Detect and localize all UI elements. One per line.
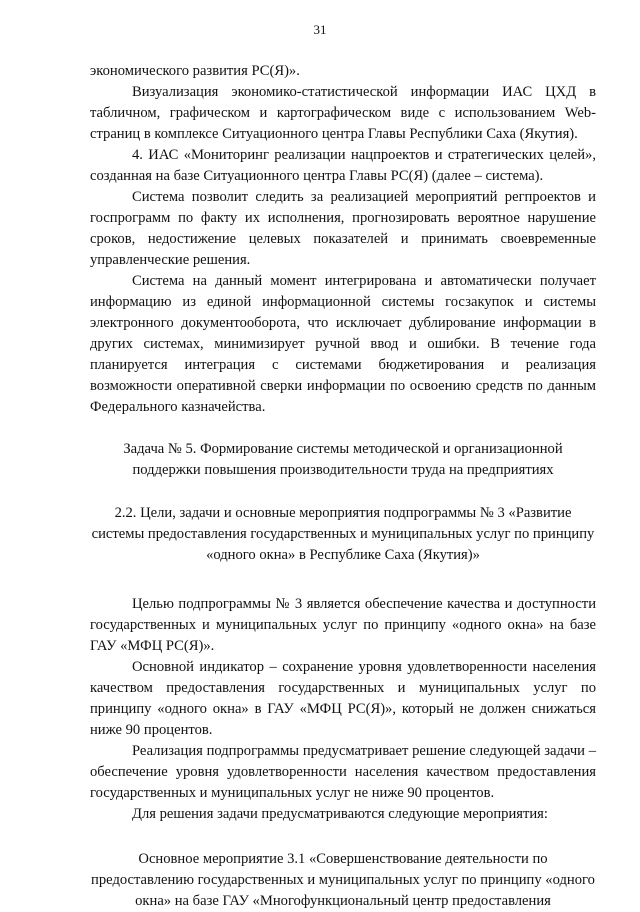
section-heading: 2.2. Цели, задачи и основные мероприятия подпрограммы № 3 «Развитие системы предоставления государственных и муниципальных услуг по принципу «одного окна» в Республике Саха (Якутия)» bbox=[91, 505, 595, 563]
paragraph-visualization: Визуализация экономико-статистической информации ИАС ЦХД в табличном, графическом и картографическом виде с использованием Web-страниц в комплексе Ситуационного центра Главы Республики Саха (Якутия). bbox=[90, 84, 596, 142]
paragraph-continuation: экономического развития РС(Я)». bbox=[90, 63, 300, 79]
activity-heading: Основное мероприятие 3.1 «Совершенствование деятельности по предоставлению государственных и муниципальных услуг по принципу «одного окна» на базе ГАУ «Многофункциональный центр предоставления bbox=[91, 851, 595, 909]
paragraph-activities-intro: Для решения задачи предусматриваются следующие мероприятия: bbox=[132, 806, 548, 822]
paragraph-task: Реализация подпрограммы предусматривает решение следующей задачи – обеспечение уровня удовлетворенности населения качеством предоставления государственных и муниципальных услуг не ниже 90 процентов. bbox=[90, 743, 596, 801]
paragraph-ias-monitoring: 4. ИАС «Мониторинг реализации нацпроектов и стратегических целей», созданная на базе Ситуационного центра Главы РС(Я) (далее – система). bbox=[90, 147, 596, 184]
paragraph-system-purpose: Система позволит следить за реализацией мероприятий регпроектов и госпрограмм по факту их исполнения, прогнозировать вероятное нарушение сроков, недостижение целевых показателей и принимать своевременные управленческие решения. bbox=[90, 189, 596, 268]
document-body bbox=[90, 61, 596, 912]
paragraph-system-integration: Система на данный момент интегрирована и автоматически получает информацию из единой информационной системы госзакупок и системы электронного документооборота, что исключает дублирование информации в других системах, минимизирует ручной ввод и ошибки. В течение года планируется интеграция с системами бюджетирования и реализация возможности оперативной сверки информации по освоению средств по данным Федерального казначейства. bbox=[90, 273, 596, 415]
task-heading: Задача № 5. Формирование системы методической и организационной поддержки повышения производительности труда на предприятиях bbox=[123, 441, 563, 478]
paragraph-subprogram-goal: Целью подпрограммы № 3 является обеспечение качества и доступности государственных и муниципальных услуг по принципу «одного окна» на базе ГАУ «МФЦ РС(Я)». bbox=[90, 596, 596, 654]
page-number: 31 bbox=[313, 22, 327, 37]
paragraph-main-indicator: Основной индикатор – сохранение уровня удовлетворенности населения качеством предоставления государственных и муниципальных услуг по принципу «одного окна» в ГАУ «МФЦ РС(Я)», который не должен снижаться ниже 90 процентов. bbox=[90, 659, 596, 738]
